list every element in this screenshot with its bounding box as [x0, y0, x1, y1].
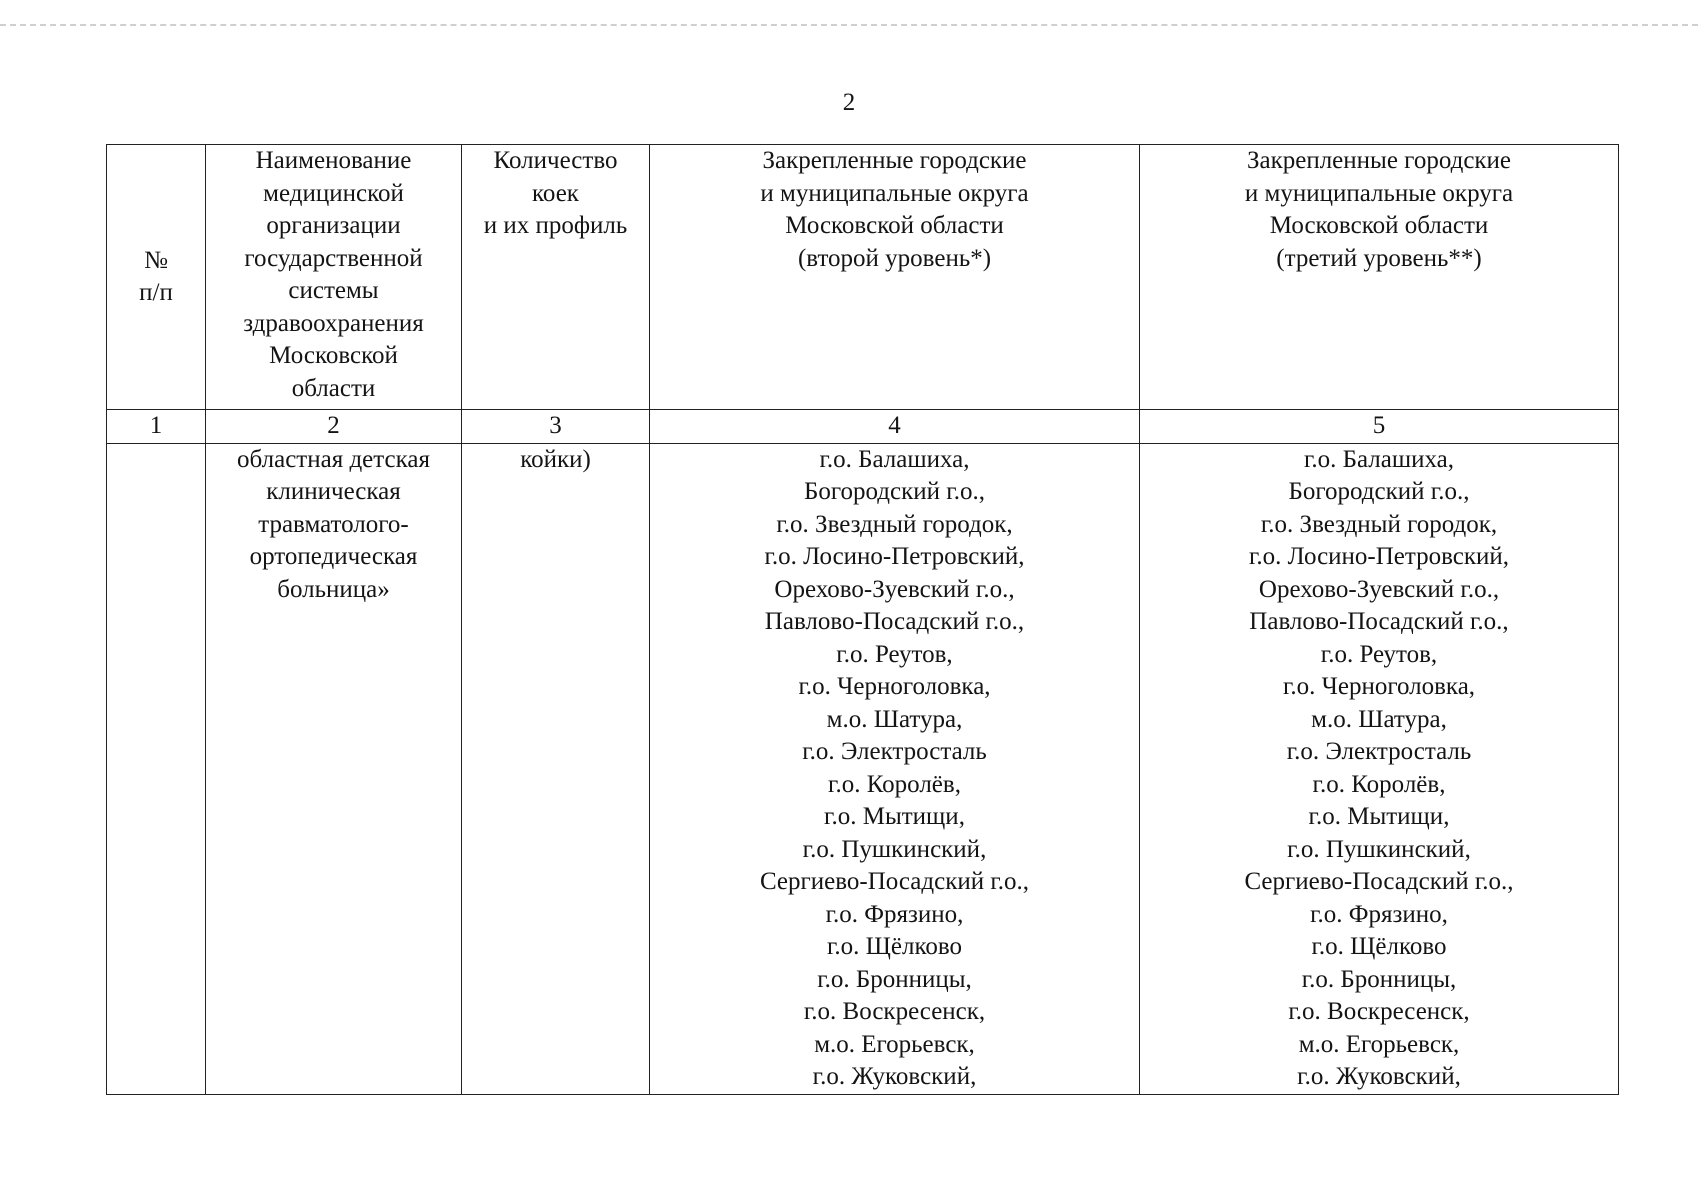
organization-line: клиническая	[266, 478, 401, 505]
district-line: Богородский г.о.,	[1288, 478, 1470, 505]
district-line: м.о. Егорьевск,	[1298, 1030, 1460, 1058]
district-line: Сергиево-Посадский г.о.,	[759, 868, 1030, 895]
district-line: м.о. Егорьевск,	[814, 1030, 975, 1058]
header-organization	[206, 145, 462, 410]
header-line: и их профиль	[483, 212, 628, 239]
district-line: Орехово-Зуевский г.о.,	[774, 575, 1015, 603]
district-line: г.о. Пушкинский,	[802, 835, 987, 863]
organization-cell	[206, 443, 462, 1094]
district-line: г.о. Королёв,	[828, 770, 961, 798]
organization-line: травматолого-	[258, 510, 409, 538]
district-line: м.о. Шатура,	[1311, 705, 1447, 733]
third-level-list	[1144, 444, 1614, 1094]
header-line: государственной	[244, 244, 423, 272]
header-third-level	[1140, 145, 1619, 410]
district-line: г.о. Бронницы,	[817, 965, 972, 993]
header-beds	[462, 145, 650, 410]
column-number-row	[107, 410, 1619, 444]
second-level-list	[654, 444, 1135, 1094]
district-line: г.о. Электросталь	[1286, 738, 1472, 765]
districts-table	[106, 144, 1619, 1095]
header-line: и муниципальные округа	[1244, 179, 1514, 207]
header-line: системы	[288, 277, 379, 304]
header-line: Московской	[269, 342, 398, 369]
district-line: г.о. Лосино-Петровский,	[1248, 543, 1510, 570]
district-line: г.о. Щёлково	[827, 933, 962, 960]
header-line: организации	[266, 212, 401, 239]
column-number: 2	[206, 410, 462, 444]
district-line: г.о. Фрязино,	[1310, 900, 1448, 928]
beds-cell	[462, 443, 650, 1094]
header-line: Количество	[493, 147, 618, 174]
organization-line: больница»	[277, 575, 390, 603]
scan-edge-line	[0, 24, 1698, 26]
district-line: г.о. Электросталь	[802, 738, 987, 765]
district-line: г.о. Балашиха,	[1303, 445, 1455, 473]
page-number: 2	[842, 89, 856, 116]
header-line: Закрепленные городские	[762, 147, 1027, 174]
third-level-cell	[1140, 443, 1619, 1094]
district-line: г.о. Лосино-Петровский,	[764, 543, 1025, 570]
header-row	[107, 145, 1619, 410]
district-line: г.о. Фрязино,	[825, 900, 964, 928]
header-line: Наименование	[255, 147, 412, 174]
header-line: Московской области	[1269, 212, 1489, 239]
header-line: №	[144, 246, 168, 274]
district-line: г.о. Воскресенск,	[1288, 998, 1470, 1025]
district-line: г.о. Мытищи,	[1308, 803, 1450, 830]
header-line: Закрепленные городские	[1246, 147, 1512, 174]
column-number: 3	[462, 410, 650, 444]
district-line: г.о. Щёлково	[1311, 933, 1447, 960]
district-line: г.о. Балашиха,	[819, 445, 970, 473]
column-number: 5	[1140, 410, 1619, 444]
header-line: п/п	[139, 279, 173, 306]
district-line: Богородский г.о.,	[804, 478, 985, 505]
district-line: г.о. Мытищи,	[824, 803, 965, 830]
district-line: г.о. Черноголовка,	[798, 673, 991, 700]
header-line: коек	[532, 179, 579, 207]
district-line: г.о. Королёв,	[1312, 770, 1446, 798]
district-line: г.о. Жуковский,	[812, 1063, 977, 1090]
header-line: и муниципальные округа	[760, 179, 1029, 207]
district-line: г.о. Пушкинский,	[1287, 835, 1471, 863]
column-number: 1	[107, 410, 206, 444]
header-line: (второй уровень*)	[797, 244, 992, 272]
organization-line: областная детская	[237, 445, 430, 473]
district-line: Сергиево-Посадский г.о.,	[1244, 868, 1514, 895]
table-row	[107, 443, 1619, 1094]
header-line: медицинской	[263, 179, 404, 207]
header-line: (третий уровень**)	[1276, 244, 1482, 272]
district-line: м.о. Шатура,	[826, 705, 963, 733]
organization-line: ортопедическая	[249, 543, 418, 570]
district-line: г.о. Реутов,	[836, 640, 953, 668]
district-line: г.о. Черноголовка,	[1282, 673, 1476, 700]
district-line: г.о. Бронницы,	[1301, 965, 1457, 993]
header-line: Московской области	[785, 212, 1004, 239]
beds-line: койки)	[520, 445, 591, 473]
header-second-level	[650, 145, 1140, 410]
district-line: г.о. Звездный городок,	[1260, 510, 1498, 538]
district-line: г.о. Воскресенск,	[803, 998, 986, 1025]
second-level-cell	[650, 443, 1140, 1094]
header-line: области	[291, 374, 376, 402]
district-line: Павлово-Посадский г.о.,	[764, 608, 1025, 635]
district-line: г.о. Жуковский,	[1297, 1063, 1461, 1090]
header-line: здравоохранения	[243, 309, 424, 337]
row-number-cell	[107, 443, 206, 1094]
district-line: г.о. Звездный городок,	[776, 510, 1013, 538]
district-line: Павлово-Посадский г.о.,	[1249, 608, 1509, 635]
district-line: г.о. Реутов,	[1320, 640, 1438, 668]
header-number	[107, 145, 206, 410]
district-line: Орехово-Зуевский г.о.,	[1258, 575, 1500, 603]
column-number: 4	[650, 410, 1140, 444]
